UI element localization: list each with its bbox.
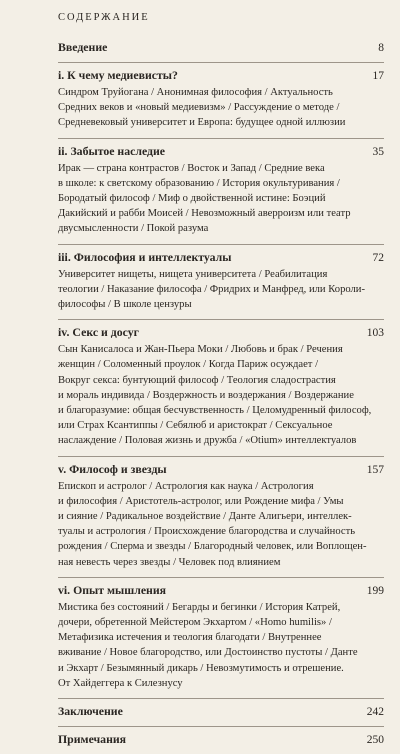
toc-entry-row <box>58 704 384 719</box>
section-title: ii. Забытое наследие <box>58 143 166 158</box>
toc-entry-row <box>58 325 384 340</box>
table-of-contents <box>58 35 384 754</box>
page-number: 242 <box>366 706 384 719</box>
page-number: 8 <box>378 42 384 54</box>
toc-section <box>58 578 384 699</box>
section-title: vi. Опыт мышления <box>58 582 167 597</box>
toc-section <box>58 457 384 578</box>
section-title: iv. Секс и досуг <box>58 325 139 340</box>
page-number: 35 <box>372 145 384 158</box>
section-title: v. Философ и звезды <box>58 461 167 476</box>
toc-entry-row <box>58 732 384 747</box>
section-title: Примечания <box>58 732 127 747</box>
section-subtopics: Сын Канисалоса и Жан-Пьера Моки / Любовь и брак / Речения женщин / Соломенный проулок / Когда Париж осуждает / Вокруг секса: бунтующий философ / Теология сладострастия и мораль индивида / Воздержность и воздержания / Воздержание и благоразумие: общая бесчувственность / Целомудренный философ, или Страх Ксантиппы / Себялюб и аристократ / Сексуальное наслаждение / Половая жизнь и дружба / «Otium» интеллектуалов <box>58 344 372 447</box>
section-subtopics: Университет нищеты, нищета университета / Реабилитация теологии / Наказание философа / Фридрих и Манфред, или Короли- философы / В школе цензуры <box>58 268 366 311</box>
page-number: 17 <box>372 70 384 82</box>
toc-entry-row <box>58 68 384 83</box>
toc-section <box>58 63 384 139</box>
page-number: 103 <box>366 327 384 340</box>
page-number: 250 <box>366 734 384 747</box>
toc-section <box>58 245 384 321</box>
toc-section <box>58 139 384 245</box>
section-title: i. К чему медиевисты? <box>58 68 178 82</box>
section-title: Заключение <box>58 704 123 719</box>
toc-entry-row <box>58 583 384 598</box>
toc-section <box>58 727 384 754</box>
section-subtopics: Ирак — страна контрастов / Восток и Запад / Средние века в школе: к светскому образованию / История окультуривания / Бородатый философ / Миф о двойственной истине: Боэций Дакийский и рабби Моисей / Невозможный аверроизм или театр двусмысленности / Покой разума <box>58 162 351 235</box>
toc-section <box>58 35 384 63</box>
toc-entry-row <box>58 250 384 265</box>
page-number: 199 <box>366 584 384 597</box>
page-number: 72 <box>372 251 384 264</box>
section-subtopics: Епископ и астролог / Астрология как наука / Астрология и философия / Аристотель-астролог, или Рождение мифа / Умы и сияние / Радикальное воздействие / Данте Алигьери, интеллек- туалы и астрология / Происхождение благородства и случайность рождения / Сперма и звезды / Благородный человек, или Воплощен- ная невесть через звезды / Человек под влиянием <box>58 480 367 568</box>
section-subtopics: Мистика без состояний / Бегарды и бегинки / История Катрей, дочери, обретенной Мейстером Экхартом / «Homo humilis» / Метафизика истечения и теология благодати / Внутреннее вживание / Новое благородство, или Достоинство пустоты / Данте и Экхарт / Безымянный дикарь / Невозмутимость и отрешение. От Хайдеггера к Силезнусу <box>58 601 358 689</box>
toc-entry-row <box>58 462 384 477</box>
toc-section <box>58 320 384 456</box>
section-title: Введение <box>58 40 108 54</box>
contents-header: СОДЕРЖАНИЕ <box>58 12 150 23</box>
toc-entry-row <box>58 144 384 159</box>
page-number: 157 <box>366 463 384 476</box>
toc-section <box>58 699 384 727</box>
section-subtopics: Синдром Труйогана / Анонимная философия / Актуальность Средних веков и «новый медиевизм» / Рассуждение о методе / Средневековый университет и Европа: будущее одной иллюзии <box>58 87 346 129</box>
toc-entry-row <box>58 40 384 55</box>
section-title: iii. Философия и интеллектуалы <box>58 249 232 264</box>
